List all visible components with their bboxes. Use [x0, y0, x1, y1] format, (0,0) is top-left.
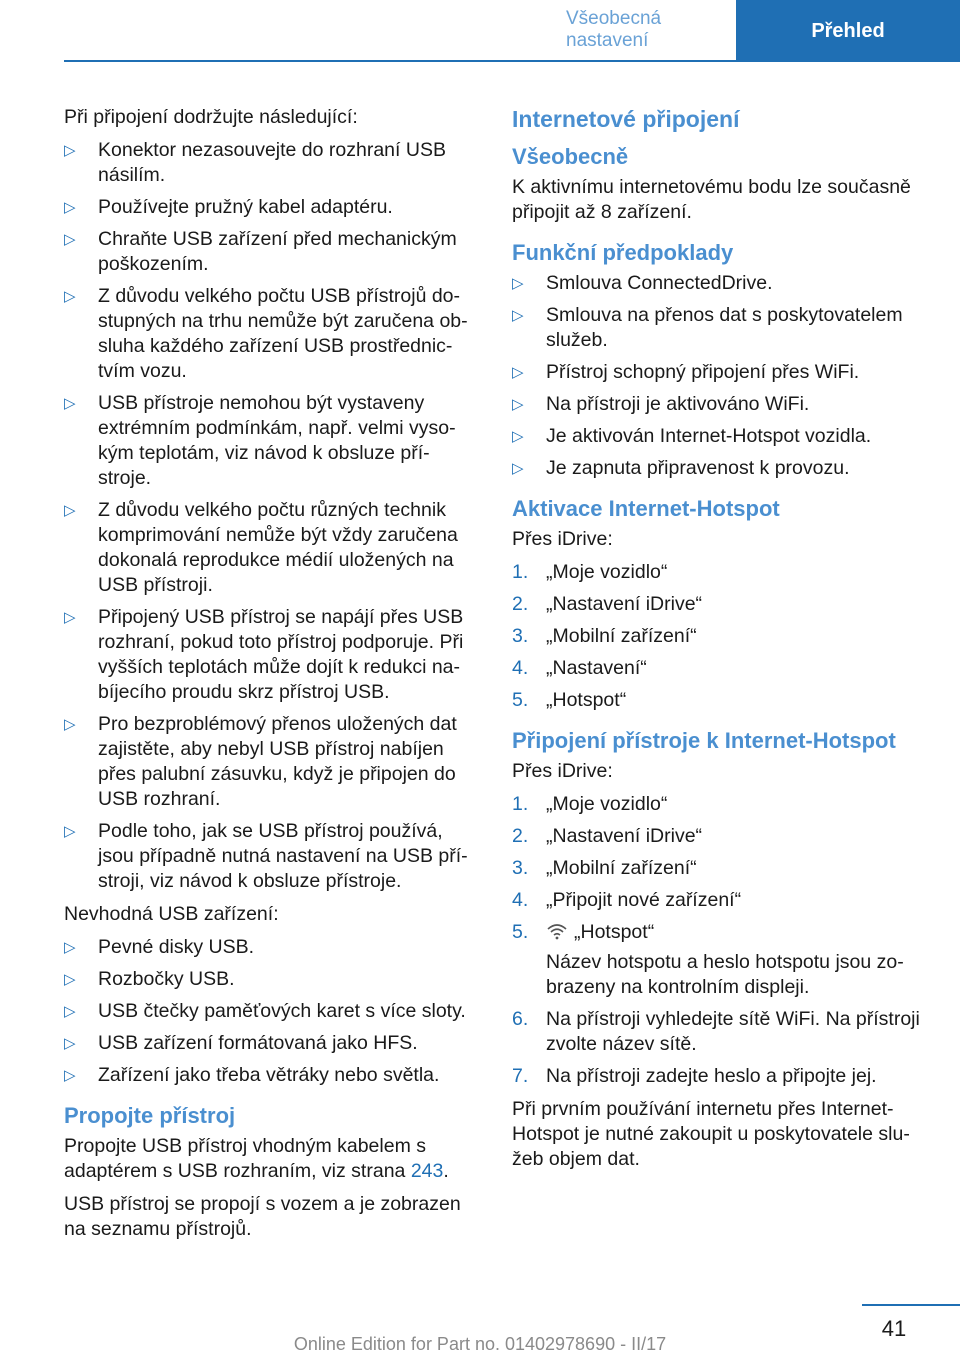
- list-item: ▷ Je aktivován Internet-Hotspot vozidla.: [512, 424, 930, 449]
- section-tab: Přehled: [736, 0, 960, 62]
- main-heading: Internetové připojení: [512, 106, 740, 132]
- step-note: Název hotspotu a heslo hotspotu jsou zo‐brazeny na kontrolním displeji.: [546, 951, 904, 998]
- connect-text: [64, 1134, 476, 1184]
- page-link[interactable]: 243: [410, 1160, 444, 1182]
- closing-text: Při prvním používání internetu přes Internet-Hotspot je nutné zakoupit u poskytovatele slu‐žeb objem dat.: [512, 1098, 910, 1170]
- step-number: 2.: [512, 825, 529, 847]
- edition-text: Online Edition for Part no. 01402978690 - II/17: [293, 1334, 667, 1354]
- step-number: 1.: [512, 793, 529, 815]
- list-item: ▷ Používejte pružný kabel adaptéru.: [64, 195, 476, 220]
- step-number: 1.: [512, 561, 529, 583]
- list-item: [512, 856, 930, 881]
- step-text: „Připojit nové zařízení“: [546, 889, 742, 911]
- list-item: [512, 888, 930, 913]
- list-item: ▷ Je zapnuta připravenost k provozu.: [512, 456, 930, 481]
- step-number: 7.: [512, 1065, 529, 1087]
- list-item: ▷ Z důvodu velkého počtu USB přístrojů do‐stupných na trhu nemůže být zaručena ob‐sluha každého zařízení USB prostřednic‐tvím vozu.: [64, 284, 476, 384]
- requirements-heading: Funkční předpoklady: [512, 240, 734, 265]
- list-item: ▷ Rozbočky USB.: [64, 967, 476, 992]
- list-item: ▷ Chraňte USB zařízení před mechanickým poškozením.: [64, 227, 476, 277]
- list-item: ▷ Smlouva na přenos dat s poskytovatelem služeb.: [512, 303, 930, 353]
- general-text: K aktivnímu internetovému bodu lze současně připojit až 8 zařízení.: [512, 176, 911, 223]
- pair-intro: Přes iDrive:: [512, 760, 613, 782]
- step-text: „Mobilní zařízení“: [546, 857, 697, 879]
- list-item: ▷ USB zařízení formátovaná jako HFS.: [64, 1031, 476, 1056]
- list-item: ▷ Smlouva ConnectedDrive.: [512, 271, 930, 296]
- activate-heading: Aktivace Internet-Hotspot: [512, 496, 780, 521]
- list-item: ▷ Pro bezproblémový přenos uložených dat zajistěte, aby nebyl USB přístroj nabíjen přes palubní zásuvku, když je připojen do USB rozhraní.: [64, 712, 476, 812]
- list-item: ▷ USB přístroje nemohou být vystaveny extrémním podmínkám, např. velmi vyso‐kým teplotám, viz návod k obsluze pří‐stroje.: [64, 391, 476, 491]
- step-text: „Moje vozidlo“: [546, 793, 668, 815]
- activate-intro: Přes iDrive:: [512, 528, 613, 550]
- unsuitable-label: Nevhodná USB zařízení:: [64, 903, 279, 925]
- list-item: ▷ Z důvodu velkého počtu různých technik komprimování nemůže být vždy zaručena dokonalá reprodukce médií uložených na USB přístroji.: [64, 498, 476, 598]
- right-column: [512, 105, 930, 1180]
- page-footer: [0, 1300, 960, 1362]
- page-number: 41: [881, 1316, 907, 1341]
- step-number: 2.: [512, 593, 529, 615]
- list-item: [512, 592, 930, 617]
- wifi-icon: [546, 922, 568, 940]
- list-item: ▷ Pevné disky USB.: [64, 935, 476, 960]
- step-text: „Mobilní zařízení“: [546, 625, 697, 647]
- list-item: [512, 688, 930, 713]
- step-number: 5.: [512, 921, 529, 943]
- step-text: „Nastavení iDrive“: [546, 825, 703, 847]
- list-item: ▷ Připojený USB přístroj se napájí přes USB rozhraní, pokud toto přístroj podporuje. Při vyšších teplotách může dojít k redukci na‐bíjecího proudu skrz přístroj USB.: [64, 605, 476, 705]
- step-text: Na přístroji vyhledejte sítě WiFi. Na přístroji zvolte název sítě.: [546, 1008, 920, 1055]
- connect-text-body: Propojte USB přístroj vhodným kabelem s adaptérem s USB rozhraním, viz strana: [64, 1135, 426, 1182]
- step-text: „Hotspot“: [546, 689, 627, 711]
- pair-heading: Připojení přístroje k Internet-Hotspot: [512, 728, 896, 753]
- step-number: 4.: [512, 657, 529, 679]
- requirements-list: [512, 271, 930, 481]
- general-heading: Všeobecně: [512, 144, 629, 169]
- pair-steps: [512, 792, 930, 1089]
- list-item: [512, 920, 930, 1000]
- list-item: ▷ Konektor nezasouvejte do rozhraní USB násilím.: [64, 138, 476, 188]
- step-number: 3.: [512, 625, 529, 647]
- list-item: ▷ Podle toho, jak se USB přístroj používá, jsou případně nutná nastavení na USB pří‐stroji, viz návod k obsluze přístroje.: [64, 819, 476, 894]
- activate-steps: [512, 560, 930, 713]
- step-number: 4.: [512, 889, 529, 911]
- page-header: [0, 0, 960, 62]
- step-number: 6.: [512, 1008, 529, 1030]
- step-text: „Moje vozidlo“: [546, 561, 668, 583]
- connect-text-2: USB přístroj se propojí s vozem a je zobrazen na seznamu přístrojů.: [64, 1193, 461, 1240]
- rules-list: [64, 138, 476, 894]
- list-item: ▷ Na přístroji je aktivováno WiFi.: [512, 392, 930, 417]
- list-item: [512, 1007, 930, 1057]
- step-text: Na přístroji zadejte heslo a připojte jej.: [546, 1065, 877, 1087]
- connect-heading: Propojte přístroj: [64, 1103, 236, 1128]
- left-column: [64, 105, 476, 1250]
- step-number: 5.: [512, 689, 529, 711]
- step-text: „Nastavení iDrive“: [546, 593, 703, 615]
- connect-text-end: .: [443, 1160, 449, 1182]
- unsuitable-list: [64, 935, 476, 1088]
- step-text: „Nastavení“: [546, 657, 647, 679]
- footer-rule: [862, 1304, 960, 1306]
- list-item: ▷ Zařízení jako třeba větráky nebo světla.: [64, 1063, 476, 1088]
- list-item: [512, 792, 930, 817]
- list-item: ▷ USB čtečky paměťových karet s více sloty.: [64, 999, 476, 1024]
- intro-text: Při připojení dodržujte následující:: [64, 106, 358, 128]
- list-item: [512, 656, 930, 681]
- step-number: 3.: [512, 857, 529, 879]
- step-text: „Hotspot“: [574, 921, 655, 943]
- section-title: Všeobecná nastavení: [566, 8, 662, 51]
- list-item: [512, 624, 930, 649]
- list-item: ▷ Přístroj schopný připojení přes WiFi.: [512, 360, 930, 385]
- list-item: [512, 1064, 930, 1089]
- list-item: [512, 560, 930, 585]
- list-item: [512, 824, 930, 849]
